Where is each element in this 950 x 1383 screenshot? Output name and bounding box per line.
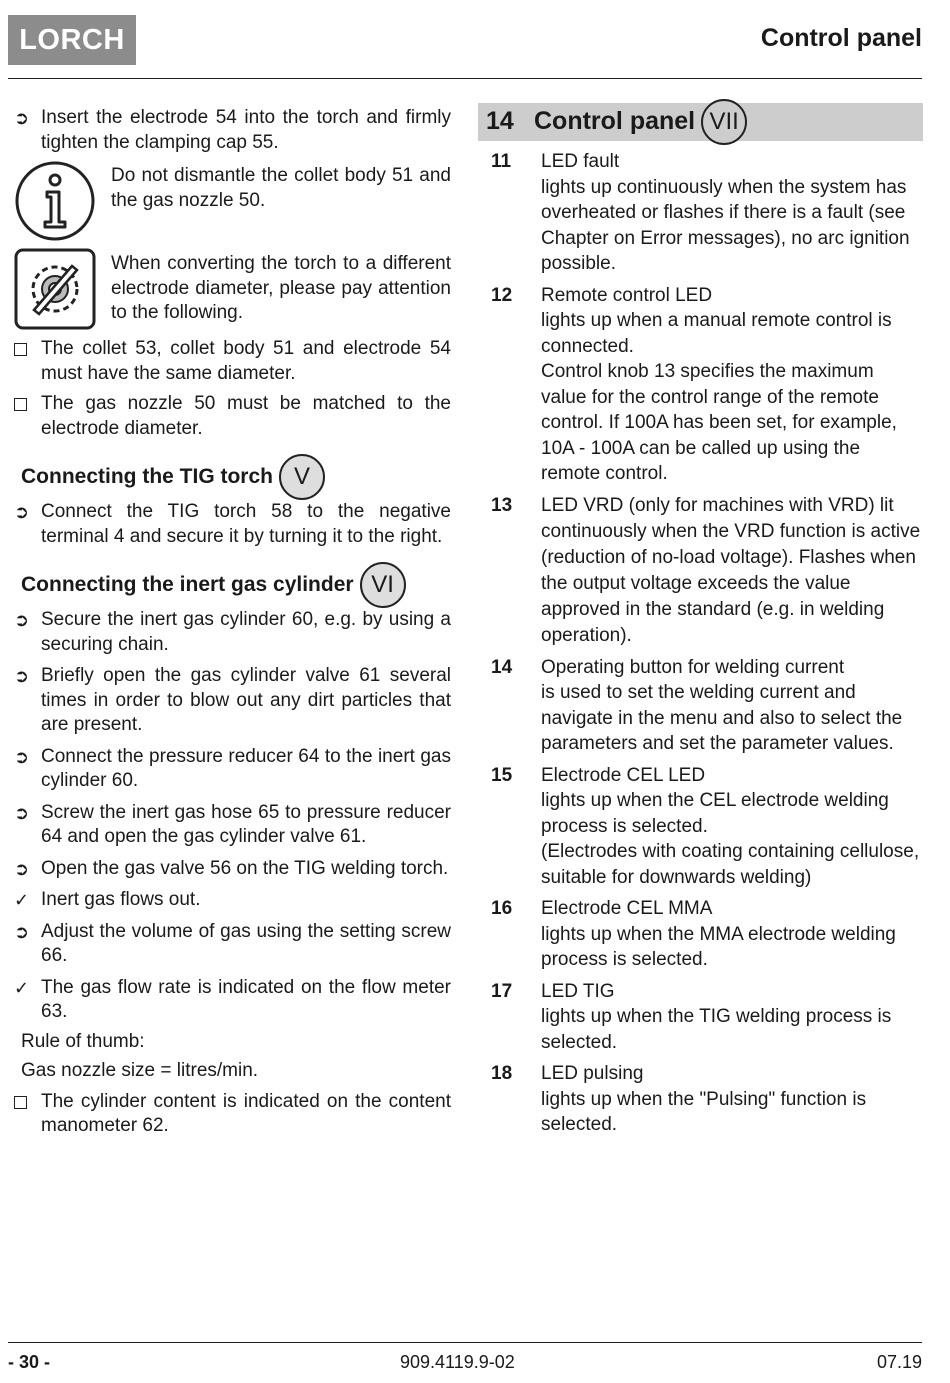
arrow-step-icon: ➲: [14, 921, 30, 942]
rule-of-thumb-title: Rule of thumb:: [21, 1030, 145, 1052]
info-note: [14, 160, 451, 242]
check-collet: The collet 53, collet body 51 and electrode 54 must have the same diameter.: [14, 337, 451, 386]
tig-torch-heading: Connecting the TIG torch V: [14, 454, 451, 500]
control-item-16: 16 Electrode CEL MMA lights up when the MMA electrode welding process is selected.: [491, 898, 896, 970]
control-item-12: 12 Remote control LED lights up when a manual remote control is connected. Control knob 13 specifies the maximum value for the control range of the remote control. If 100A has been set, for example, 10A - 100A can be called up using the remote control.: [491, 284, 897, 484]
right-column: [478, 103, 923, 1138]
result-flow-rate: ✓ The gas flow rate is indicated on the flow meter 63.: [14, 976, 451, 1022]
section-number: 14: [486, 107, 514, 136]
arrow-step-icon: ➲: [14, 746, 30, 767]
settings-note: [14, 248, 451, 330]
arrow-step-icon: ➲: [14, 610, 30, 630]
control-item-18: 18 LED pulsing lights up when the "Pulsing" function is selected.: [491, 1063, 867, 1135]
document-date: 07.19: [876, 1352, 922, 1372]
figure-badge-vii: VII: [701, 99, 747, 145]
info-icon: [14, 160, 96, 242]
step-adjust-volume: ➲ Adjust the volume of gas using the setting screw 66.: [14, 920, 451, 966]
gas-step: ➲ Briefly open the gas cylinder valve 61 several times in order to blow out any dirt particles that are present.: [14, 665, 451, 735]
figure-badge-v: V: [279, 454, 325, 500]
arrow-step-icon: ➲: [14, 502, 30, 522]
footer-rule: [8, 1342, 922, 1343]
control-item-14: 14 Operating button for welding current is used to set the welding current and navigate in the menu and also to select the parameters and set the parameter values.: [491, 656, 903, 754]
checkbox-icon: [14, 343, 27, 356]
info-note-text: Do not dismantle the collet body 51 and the gas nozzle 50.: [111, 165, 451, 211]
document-number: 909.4119.9-02: [400, 1352, 515, 1372]
arrow-step-icon: ➲: [14, 666, 30, 686]
gas-step: ➲ Screw the inert gas hose 65 to pressure reducer 64 and open the gas cylinder valve 61.: [14, 801, 451, 847]
control-item-13: 13 LED VRD (only for machines with VRD) lit continuously when the VRD function is active (reduction of no-load voltage). Flashes when the output voltage exceeds the value approved in the standard (e.g. in welding operation).: [491, 494, 921, 646]
lorch-logo: LORCH: [8, 15, 136, 65]
gas-step: ➲ Connect the pressure reducer 64 to the inert gas cylinder 60.: [14, 745, 451, 791]
checkbox-icon: [14, 398, 27, 411]
control-item-15: 15 Electrode CEL LED lights up when the CEL electrode welding process is selected. (Electrodes with coating containing cellulose, suitable for downwards welding): [491, 764, 920, 888]
header-rule: [8, 78, 922, 79]
settings-note-text: When converting the torch to a different electrode diameter, please pay attention to the following.: [111, 253, 451, 323]
arrow-step-icon: ➲: [14, 802, 30, 823]
section-heading: [478, 103, 923, 141]
control-item-11: 11 LED fault lights up continuously when the system has overheated or flashes if there is a fault (see Chapter on Error messages), no arc ignition possible.: [491, 151, 910, 274]
figure-badge-vi: VI: [360, 562, 406, 608]
left-column: [14, 106, 451, 1139]
checkmark-icon: ✓: [14, 890, 30, 910]
gas-cylinder-heading: Connecting the inert gas cylinder VI: [14, 562, 451, 608]
section-title: Control panel: [534, 107, 696, 136]
check-gas-nozzle: The gas nozzle 50 must be matched to the electrode diameter.: [14, 392, 451, 441]
step-connect-tig: ➲ Connect the TIG torch 58 to the negative terminal 4 and secure it by turning it to the right.: [14, 501, 451, 547]
checkbox-icon: [14, 1096, 27, 1109]
gas-step: ➲ Secure the inert gas cylinder 60, e.g. by using a securing chain.: [14, 609, 451, 655]
arrow-step-icon: ➲: [14, 108, 30, 128]
check-cylinder-content: The cylinder content is indicated on the content manometer 62.: [14, 1090, 451, 1139]
arrow-step-icon: ➲: [14, 858, 30, 879]
gear-wrench-icon: [14, 248, 96, 330]
rule-of-thumb-text: Gas nozzle size = litres/min.: [21, 1060, 259, 1081]
result-gas-flows: ✓ Inert gas flows out.: [14, 888, 451, 913]
gas-step: ➲ Open the gas valve 56 on the TIG welding torch.: [14, 857, 451, 882]
checkmark-icon: ✓: [14, 977, 30, 998]
step-insert-electrode: ➲ Insert the electrode 54 into the torch and firmly tighten the clamping cap 55.: [14, 107, 451, 153]
page-number: - 30 -: [8, 1352, 51, 1372]
control-item-17: 17 LED TIG lights up when the TIG welding process is selected.: [491, 980, 892, 1053]
page-header-title: Control panel: [760, 24, 922, 52]
